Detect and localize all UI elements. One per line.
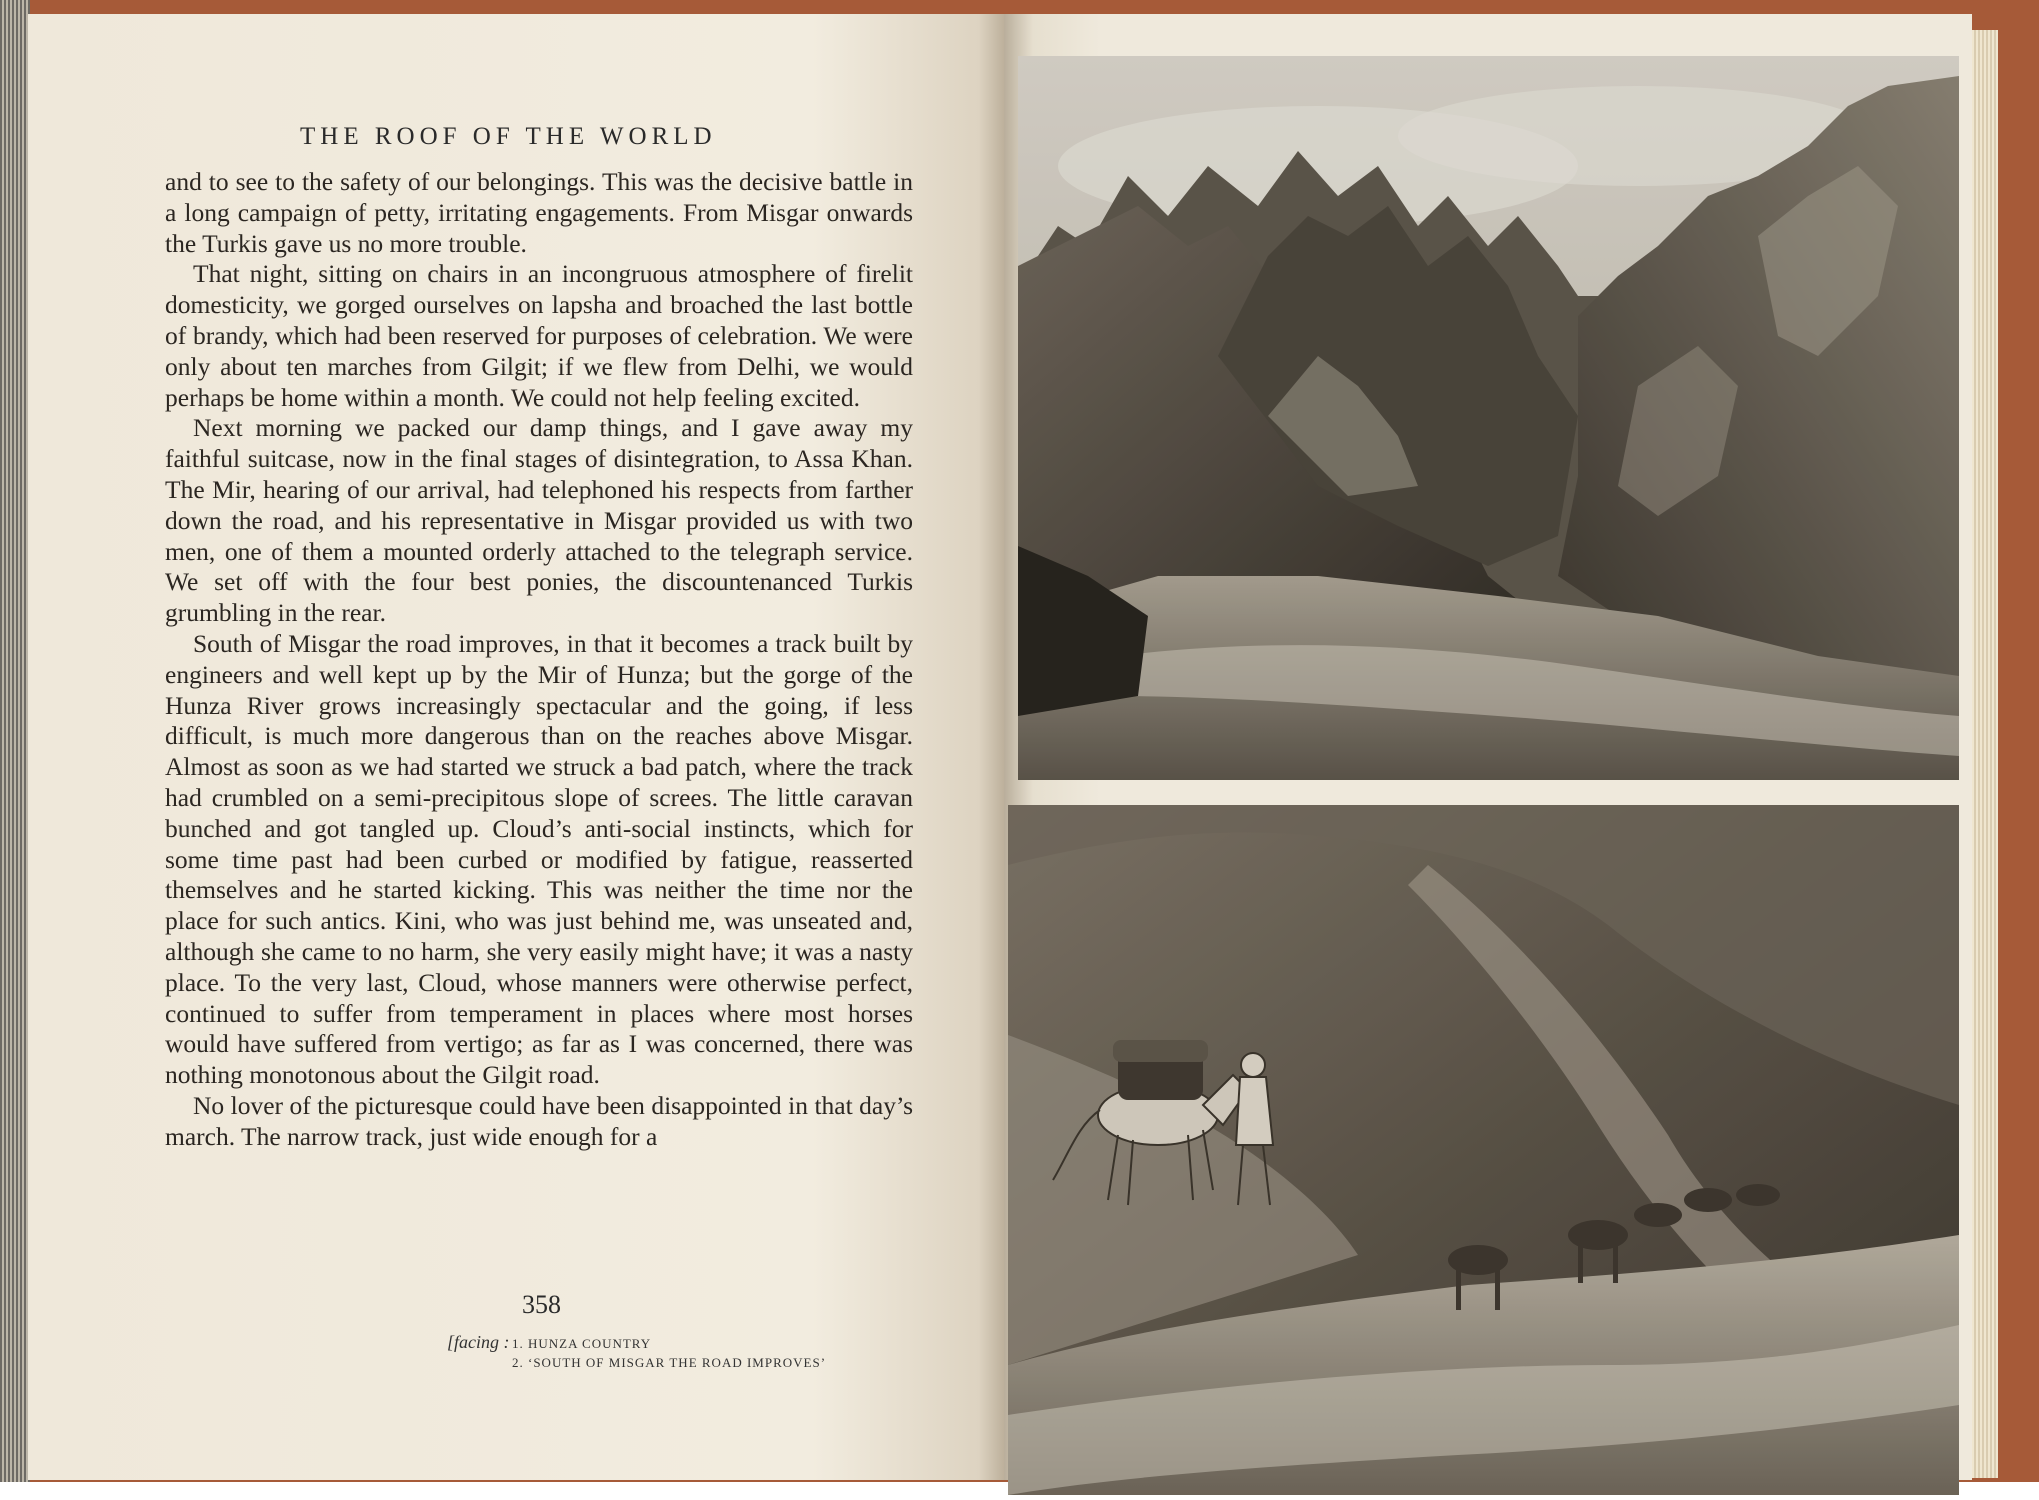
facing-caption-2: 2. ‘SOUTH OF MISGAR THE ROAD IMPROVES’ xyxy=(512,1355,827,1370)
paragraph: Next morning we packed our damp things, and I gave away my faithful suitcase, now in the final stages of disintegration, to Assa Khan. The Mir, hearing of our arrival, had telephoned his respects from farther down the road, and his representative in Misgar provided us with two men, one of them a mounted orderly attached to the telegraph service. We set off with the four best ponies, the discountenanced Turkis grumbling in the rear. xyxy=(165,413,913,628)
hunza-country-photo xyxy=(1018,56,1959,780)
caravan-track-image xyxy=(1008,805,1959,1495)
paragraph: South of Misgar the road improves, in that it becomes a track built by engineers and well kept up by the Mir of Hunza; but the gorge of the Hunza River grows increasingly spectacular and the going, if less difficult, is much more dangerous than on the reaches above Misgar. Almost as soon as we had started we struck a bad patch, where the track had crumbled on a semi-precipitous slope of screes. The little caravan bunched and got tangled up. Cloud’s anti-social instincts, which for some time past had been curbed or modified by fatigue, reasserted themselves and he started kicking. This was neither the time nor the place for such antics. Kini, who was just behind me, was unseated and, although she came to no harm, she very easily might have; it was a nasty place. To the very last, Cloud, whose manners were otherwise perfect, continued to suffer from temperament in places where most horses would have suffered from vertigo; as far as I was concerned, there was nothing monotonous about the Gilgit road. xyxy=(165,628,913,1090)
facing-note xyxy=(447,1332,827,1370)
running-head: THE ROOF OF THE WORLD xyxy=(300,123,717,150)
south-of-misgar-road-photo xyxy=(1008,805,1959,1495)
paragraph: That night, sitting on chairs in an incongruous atmosphere of firelit domesticity, we gorged ourselves on lapsha and broached the last bottle of brandy, which had been reserved for purposes of celebration. We were only about ten marches from Gilgit; if we flew from Delhi, we would perhaps be home within a month. We could not help feeling excited. xyxy=(165,259,913,412)
facing-caption-1: 1. HUNZA COUNTRY xyxy=(512,1336,652,1351)
left-page-edges xyxy=(0,0,30,1482)
right-page-edges xyxy=(1968,30,1998,1478)
paragraph: and to see to the safety of our belongings. This was the decisive battle in a long campaign of petty, irritating engagements. From Misgar onwards the Turkis gave us no more trouble. xyxy=(165,167,913,258)
mountain-valley-image xyxy=(1018,56,1959,780)
paragraph: No lover of the picturesque could have been disappointed in that day’s march. The narrow track, just wide enough for a xyxy=(165,1090,913,1151)
page-number: 358 xyxy=(522,1290,561,1319)
body-text xyxy=(165,167,913,1153)
facing-label: [facing : xyxy=(447,1332,510,1352)
